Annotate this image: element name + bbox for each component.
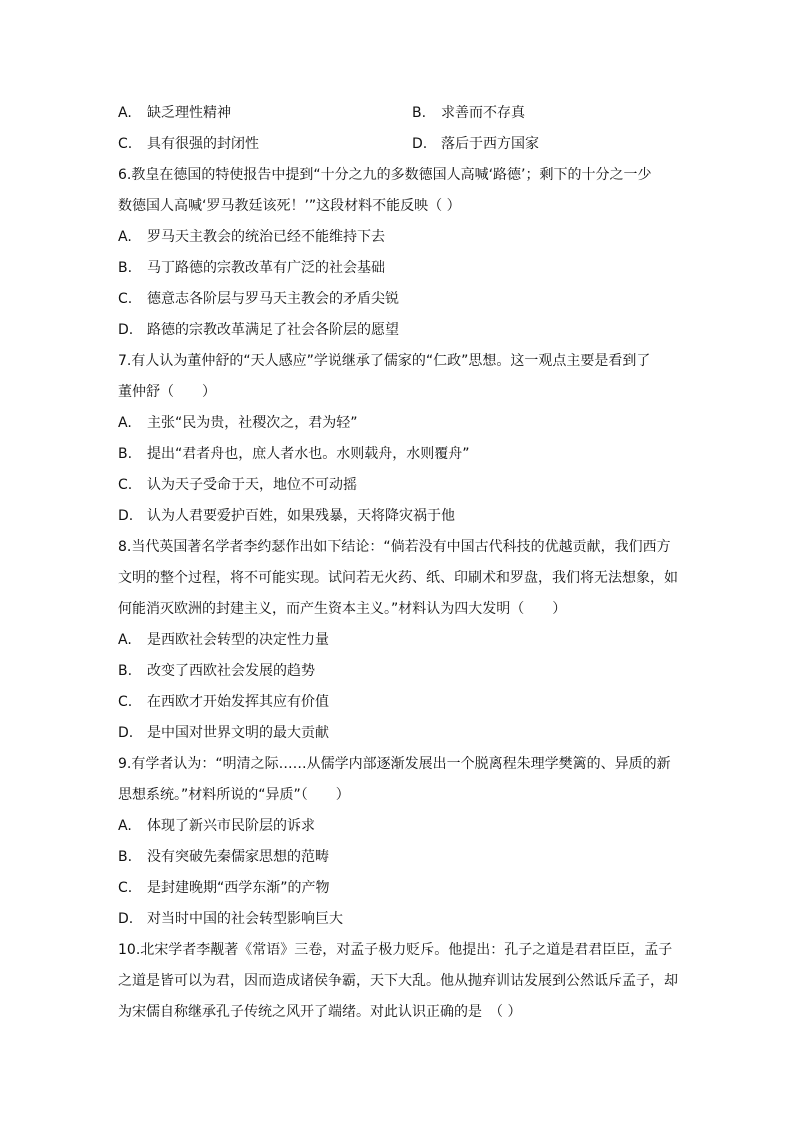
- q6-option-c[interactable]: [118, 290, 678, 308]
- option-letter: B.: [118, 446, 133, 462]
- q8-stem-line-3: 何能消灭欧洲的封建主义，而产生资本主义。”材料认为四大发明（ ）: [118, 601, 567, 617]
- option-text: 具有很强的封闭性: [147, 136, 259, 152]
- q6-option-a[interactable]: [118, 228, 678, 246]
- option-letter: D.: [118, 322, 134, 338]
- option-text: 体现了新兴市民阶层的诉求: [147, 818, 315, 834]
- q7-stem-line-2: 董仲舒（ ）: [118, 384, 216, 400]
- option-letter: A.: [118, 632, 132, 648]
- option-letter: D.: [118, 508, 134, 524]
- q6-option-d[interactable]: [118, 321, 678, 339]
- q9-option-b[interactable]: [118, 848, 678, 866]
- q10-stem-line-3: 为宋儒自称继承孔子传统之风开了端绪。对此认识正确的是 （ ）: [118, 1004, 522, 1020]
- option-text: 求善而不存真: [441, 105, 525, 121]
- option-text: 提出“君者舟也，庶人者水也。水则载舟，水则覆舟”: [147, 446, 470, 462]
- option-text: 认为人君要爱护百姓，如果残暴，天将降灾祸于他: [147, 508, 455, 524]
- q7-option-b[interactable]: [118, 445, 678, 463]
- option-text: 是西欧社会转型的决定性力量: [147, 632, 329, 648]
- option-text: 改变了西欧社会发展的趋势: [147, 663, 315, 679]
- q7-option-d[interactable]: [118, 507, 678, 525]
- q8-option-a[interactable]: [118, 631, 678, 649]
- q6-option-b[interactable]: [118, 259, 678, 277]
- option-text: 没有突破先秦儒家思想的范畴: [147, 849, 329, 865]
- option-text: 罗马天主教会的统治已经不能维持下去: [147, 229, 385, 245]
- option-letter: D.: [412, 136, 428, 152]
- q9-option-c[interactable]: [118, 879, 678, 897]
- option-letter: B.: [412, 105, 427, 121]
- option-letter: A.: [118, 105, 132, 121]
- option-letter: D.: [118, 911, 134, 927]
- q7-option-c[interactable]: [118, 476, 678, 494]
- option-text: 认为天子受命于天，地位不可动摇: [147, 477, 357, 493]
- q10-stem-line-2: 之道是皆可以为君，因而造成诸侯争霸，天下大乱。他从抛弃训诂发展到公然诋斥孟子，却: [118, 973, 678, 989]
- option-text: 德意志各阶层与罗马天主教会的矛盾尖锐: [147, 291, 399, 307]
- option-letter: B.: [118, 849, 133, 865]
- q9-option-d[interactable]: [118, 910, 678, 928]
- q6-stem-line-1: 6.教皇在德国的特使报告中提到“十分之九的多数德国人高喊‘路德’；剩下的十分之一少: [118, 167, 652, 183]
- q8-stem-line-1: 8.当代英国著名学者李约瑟作出如下结论：“倘若没有中国古代科技的优越贡献，我们西方: [118, 539, 671, 555]
- q9-option-a[interactable]: [118, 817, 678, 835]
- option-letter: C.: [118, 477, 133, 493]
- option-text: 马丁路德的宗教改革有广泛的社会基础: [147, 260, 385, 276]
- option-text: 是封建晚期“西学东渐”的产物: [147, 880, 330, 896]
- q8-option-c[interactable]: [118, 693, 678, 711]
- option-letter: A.: [118, 415, 132, 431]
- option-letter: B.: [118, 663, 133, 679]
- q8-stem-line-2: 文明的整个过程，将不可能实现。试问若无火药、纸、印刷术和罗盘，我们将无法想象，如: [118, 570, 678, 586]
- q5-option-b[interactable]: [412, 104, 525, 122]
- option-letter: C.: [118, 136, 133, 152]
- q7-stem-line-1: 7.有人认为董仲舒的“天人感应”学说继承了儒家的“仁政”思想。这一观点主要是看到了: [118, 353, 651, 369]
- option-text: 路德的宗教改革满足了社会各阶层的愿望: [147, 322, 399, 338]
- q6-stem-line-2: 数德国人高喊‘罗马教廷该死！’”这段材料不能反映（ ）: [118, 198, 461, 214]
- q5-option-c[interactable]: [118, 135, 259, 153]
- q9-stem-line-1: 9.有学者认为：“明清之际……从儒学内部逐渐发展出一个脱离程朱理学樊篱的、异质的新: [118, 756, 671, 772]
- option-text: 对当时中国的社会转型影响巨大: [147, 911, 343, 927]
- option-text: 落后于西方国家: [441, 136, 539, 152]
- option-letter: A.: [118, 818, 132, 834]
- option-letter: C.: [118, 694, 133, 710]
- q5-option-a[interactable]: [118, 104, 231, 122]
- option-letter: D.: [118, 725, 134, 741]
- option-text: 主张“民为贵，社稷次之，君为轻”: [147, 415, 358, 431]
- option-text: 是中国对世界文明的最大贡献: [147, 725, 329, 741]
- q8-option-d[interactable]: [118, 724, 678, 742]
- option-letter: C.: [118, 880, 133, 896]
- option-letter: A.: [118, 229, 132, 245]
- option-letter: B.: [118, 260, 133, 276]
- option-letter: C.: [118, 291, 133, 307]
- q10-stem-line-1: 10.北宋学者李觏著《常语》三卷，对孟子极力贬斥。他提出：孔子之道是君君臣臣，孟子: [118, 942, 673, 958]
- q8-option-b[interactable]: [118, 662, 678, 680]
- option-text: 缺乏理性精神: [147, 105, 231, 121]
- q9-stem-line-2: 思想系统。”材料所说的“异质”（ ）: [118, 787, 350, 803]
- q7-option-a[interactable]: [118, 414, 678, 432]
- q5-option-d[interactable]: [412, 135, 539, 153]
- option-text: 在西欧才开始发挥其应有价值: [147, 694, 329, 710]
